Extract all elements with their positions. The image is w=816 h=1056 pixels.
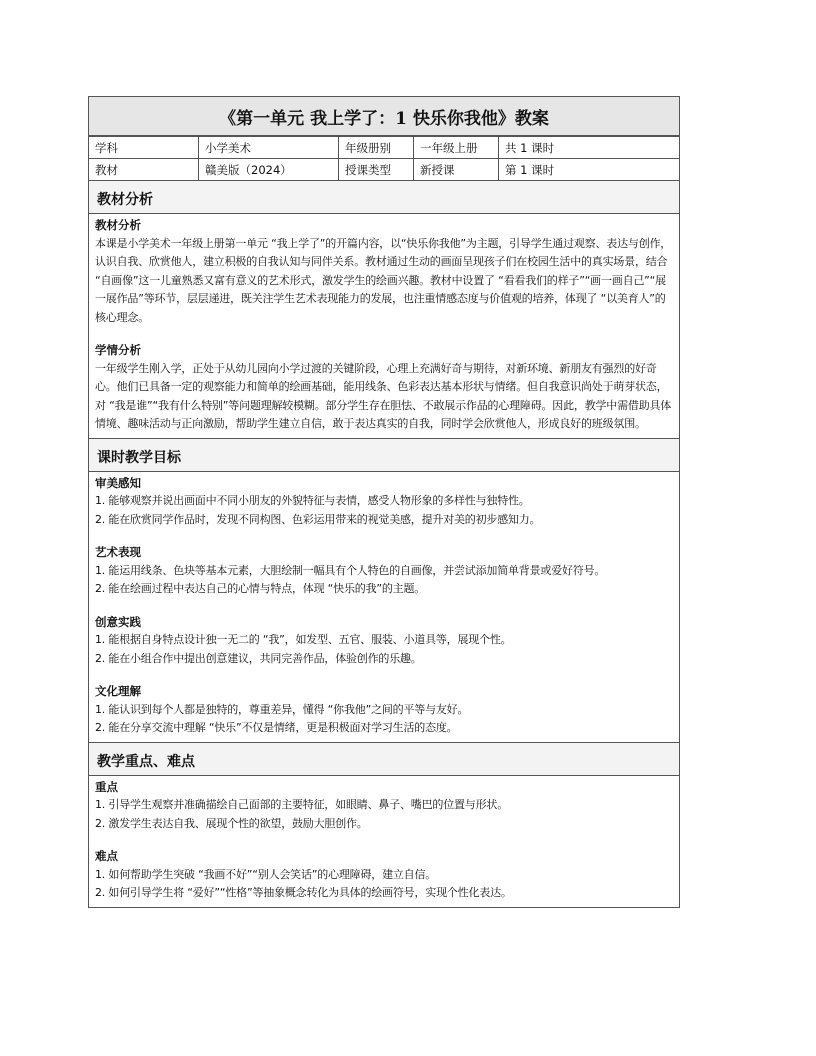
subheading: 学情分析 (95, 343, 141, 357)
list-item: 1. 能根据自身特点设计独一无二的 “我”，如发型、五官、服装、小道具等，展现个性。 (95, 633, 512, 646)
list-item: 1. 能认识到每个人都是独特的，尊重差异，懂得 “你我他”之间的平等与友好。 (95, 702, 469, 716)
meta-cell: 学科 (89, 137, 199, 159)
goals-section (88, 439, 680, 743)
lesson-plan-document (88, 96, 680, 908)
list-item: 1. 能够观察并说出画面中不同小朋友的外貌特征与表情，感受人物形象的多样性与独特性。 (95, 494, 530, 507)
meta-cell: 共 1 课时 (499, 137, 680, 159)
key-points-section (88, 743, 680, 908)
list-item: 2. 能在小组合作中提出创意建议，共同完善作品，体验创作的乐趣。 (95, 651, 422, 665)
meta-cell: 赣美版（2024） (199, 159, 339, 181)
list-item: 2. 能在欣赏同学作品时，发现不同构图、色彩运用带来的视觉美感，提升对美的初步感知力。 (95, 512, 541, 526)
meta-row (89, 137, 680, 159)
list-item: 1. 能运用线条、色块等基本元素，大胆绘制一幅具有个人特色的自画像，并尝试添加简单背景或爱好符号。 (95, 563, 606, 577)
meta-cell: 教材 (89, 159, 199, 181)
list-item: 2. 激发学生表达自我、展现个性的欲望，鼓励大胆创作。 (95, 816, 368, 830)
meta-cell: 一年级上册 (414, 137, 499, 159)
list-item: 1. 引导学生观察并准确描绘自己面部的主要特征，如眼睛、鼻子、嘴巴的位置与形状。 (95, 798, 508, 811)
meta-cell: 年级册别 (339, 137, 414, 159)
meta-cell: 新授课 (414, 159, 499, 181)
section-heading: 课时教学目标 (89, 439, 679, 472)
meta-cell: 小学美术 (199, 137, 339, 159)
meta-cell: 第 1 课时 (499, 159, 680, 181)
subheading: 艺术表现 (95, 545, 141, 559)
document-title: 《第一单元 我上学了：1 快乐你我他》教案 (88, 96, 680, 136)
meta-row (89, 159, 680, 181)
subheading: 审美感知 (95, 475, 141, 490)
section-heading: 教材分析 (89, 181, 679, 214)
subheading: 难点 (95, 849, 118, 863)
list-item: 2. 能在绘画过程中表达自己的心情与特点，体现 “快乐的我”的主题。 (95, 582, 426, 595)
analysis-section (88, 181, 680, 439)
paragraph: 本课是小学美术一年级上册第一单元 “我上学了”的开篇内容，以“快乐你我他”为主题，引导学生通过观察、表达与创作，认识自我、欣赏他人，建立积极的自我认知与同伴关系。教材通过生动的画面呈现孩子们在校园生活中的真实场景，结合 “自画像”这一儿童熟悉又富有意义的艺术形式，激发学生的绘画兴趣。教材中设置了 “看看我们的样子”“画一画自己”“展一展作品”等环节，层层递进，既关注学生艺术表现能力的发展，也注重情感态度与价值观的培养，体现了 “以美育人”的核心理念。 (95, 236, 672, 324)
subheading: 文化理解 (95, 684, 141, 698)
subheading: 创意实践 (95, 614, 141, 629)
list-item: 1. 如何帮助学生突破 “我画不好”“别人会笑话”的心理障碍，建立自信。 (95, 867, 437, 881)
subheading: 教材分析 (95, 218, 141, 232)
subheading: 重点 (95, 779, 118, 794)
list-item: 2. 如何引导学生将 “爱好”“性格”等抽象概念转化为具体的绘画符号，实现个性化表达。 (95, 886, 512, 899)
meta-table (88, 136, 680, 181)
meta-cell: 授课类型 (339, 159, 414, 181)
paragraph: 一年级学生刚入学，正处于从幼儿园向小学过渡的关键阶段，心理上充满好奇与期待，对新环境、新朋友有强烈的好奇心。他们已具备一定的观察能力和简单的绘画基础，能用线条、色彩表达基本形状与情绪。但自我意识尚处于萌芽状态，对 “我是谁”“我有什么特别”等问题理解较模糊。部分学生存在胆怯、不敢展示作品的心理障碍。因此，教学中需借助具体情境、趣味活动与正向激励，帮助学生建立自信，敢于表达真实的自我，同时学会欣赏他人，形成良好的班级氛围。 (95, 361, 672, 430)
list-item: 2. 能在分享交流中理解 “快乐”不仅是情绪，更是积极面对学习生活的态度。 (95, 721, 458, 734)
section-heading: 教学重点、难点 (89, 743, 679, 776)
